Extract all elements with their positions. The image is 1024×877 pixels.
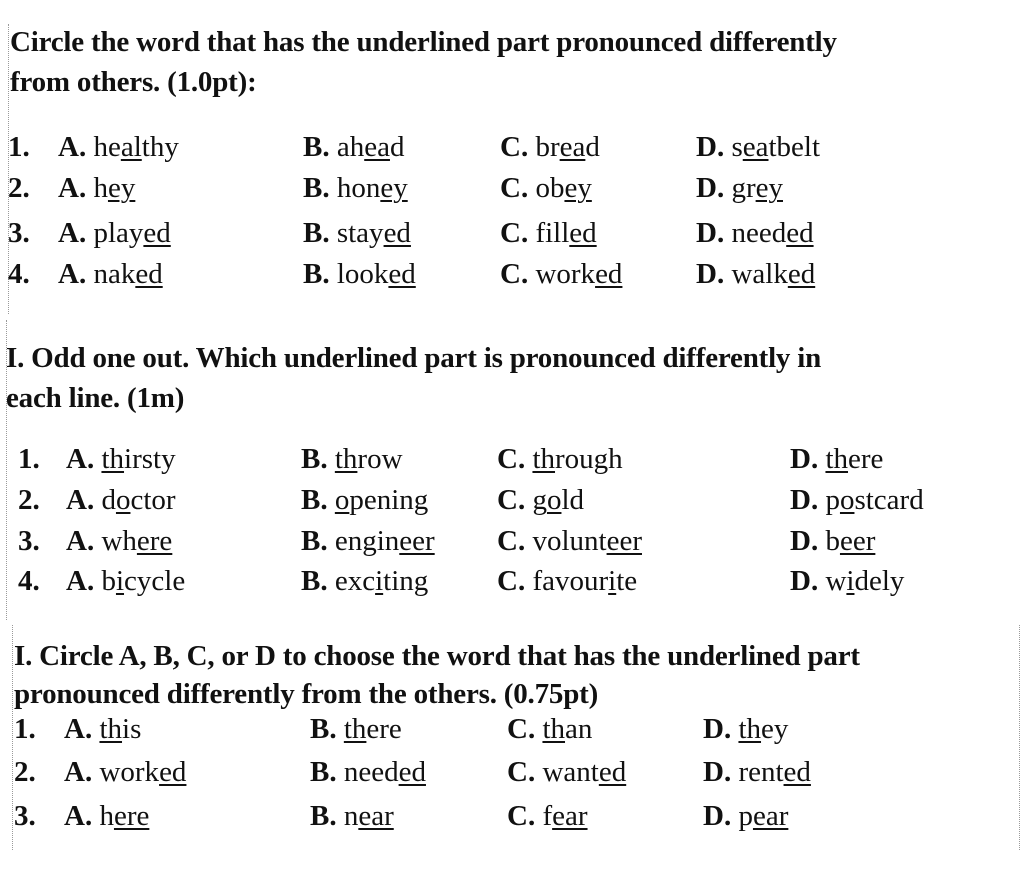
option-word (535, 172, 591, 204)
underlined-part: ea (364, 131, 390, 163)
answer-option (58, 217, 171, 250)
option-letter: B. (310, 756, 337, 788)
underlined-part: i (608, 565, 617, 597)
heading-line: each line. (1m) (6, 382, 185, 414)
word-part: favour (532, 565, 609, 597)
word-part: hon (336, 172, 381, 204)
word-part: stcard (854, 484, 924, 516)
word-part: wh (101, 525, 137, 557)
option-letter: D. (696, 258, 725, 290)
word-part: ah (336, 131, 365, 163)
option-letter: A. (66, 484, 95, 516)
option-word (101, 525, 172, 557)
option-word (335, 443, 403, 475)
answer-option (310, 756, 426, 789)
option-word (101, 565, 185, 597)
option-word (532, 565, 637, 597)
option-word (825, 565, 904, 597)
option-word (535, 217, 596, 249)
option-word (337, 131, 405, 163)
word-part: row (357, 443, 403, 475)
option-letter: D. (703, 800, 732, 832)
underlined-part: eer (839, 525, 876, 557)
option-letter: B. (301, 565, 328, 597)
word-part: p (738, 800, 753, 832)
underlined-part: ey (107, 172, 136, 204)
word-part: cycle (124, 565, 186, 597)
answer-option (58, 172, 135, 205)
answer-option (301, 443, 403, 476)
option-word (535, 258, 622, 290)
word-part: gr (731, 172, 756, 204)
underlined-part: o (334, 484, 350, 516)
word-part: look (336, 258, 389, 290)
question-number: 3. (18, 525, 40, 557)
option-letter: C. (500, 258, 529, 290)
underlined-part: ed (398, 756, 426, 788)
option-letter: B. (303, 217, 330, 249)
word-part: tbelt (768, 131, 821, 163)
option-word (535, 131, 599, 163)
option-letter: D. (696, 172, 725, 204)
underlined-part: ed (598, 756, 627, 788)
answer-option (696, 131, 820, 164)
option-letter: A. (58, 172, 87, 204)
option-letter: A. (66, 525, 95, 557)
option-letter: B. (303, 172, 330, 204)
option-word (93, 131, 178, 163)
answer-option (507, 713, 592, 746)
underlined-part: ey (564, 172, 592, 204)
option-word (738, 713, 788, 745)
answer-option (507, 800, 588, 833)
question-number: 1. (18, 443, 40, 475)
underlined-part: ed (388, 258, 416, 290)
option-word (731, 217, 813, 249)
heading-line: I. Circle A, B, C, or D to choose the word that has the underlined part (14, 640, 860, 672)
option-letter: C. (497, 484, 526, 516)
word-part: volunt (532, 525, 607, 557)
section-heading (6, 338, 821, 418)
underlined-part: th (542, 713, 566, 745)
underlined-part: ed (143, 217, 171, 249)
answer-option (500, 172, 592, 205)
answer-option (66, 565, 185, 598)
section-heading (10, 22, 837, 102)
answer-option (790, 565, 904, 598)
word-part: ey (761, 713, 789, 745)
question-row (0, 131, 1024, 172)
question-number: 2. (18, 484, 40, 516)
option-letter: C. (507, 756, 536, 788)
option-word (731, 131, 820, 163)
underlined-part: ey (380, 172, 408, 204)
option-word (738, 800, 788, 832)
underlined-part: th (334, 443, 358, 475)
heading-line: pronounced differently from the others. (0.75pt) (14, 678, 599, 710)
underlined-part: ed (787, 258, 816, 290)
question-row (0, 172, 1024, 213)
underlined-part: ere (136, 525, 173, 557)
option-word (337, 172, 408, 204)
answer-option (703, 756, 811, 789)
underlined-part: th (738, 713, 762, 745)
option-letter: A. (58, 217, 87, 249)
option-word (738, 756, 810, 788)
word-part: p (825, 484, 840, 516)
question-row (0, 484, 1024, 525)
option-letter: C. (500, 172, 529, 204)
word-part: an (565, 713, 593, 745)
answer-option (301, 484, 428, 517)
answer-option (58, 258, 163, 291)
question-number: 2. (8, 172, 30, 204)
option-word (101, 484, 175, 516)
question-number: 1. (14, 713, 36, 745)
question-row (0, 258, 1024, 299)
option-letter: B. (303, 131, 330, 163)
word-part: g (532, 484, 547, 516)
option-word (825, 443, 883, 475)
underlined-part: o (115, 484, 131, 516)
underlined-part: ey (755, 172, 783, 204)
question-row (0, 217, 1024, 258)
question-row (0, 756, 1024, 797)
heading-line: Circle the word that has the underlined part pronounced differently (10, 26, 837, 58)
option-letter: B. (301, 484, 328, 516)
word-part: d (585, 131, 600, 163)
option-word (825, 484, 923, 516)
underlined-part: th (825, 443, 849, 475)
word-part: nak (93, 258, 136, 290)
question-number: 4. (8, 258, 30, 290)
answer-option (58, 131, 179, 164)
word-part: dely (854, 565, 905, 597)
question-number: 4. (18, 565, 40, 597)
answer-option (696, 258, 815, 291)
word-part: b (101, 565, 116, 597)
word-part: work (535, 258, 596, 290)
word-part: need (343, 756, 399, 788)
answer-option (790, 443, 883, 476)
underlined-part: ea (559, 131, 586, 163)
word-part: ob (535, 172, 565, 204)
option-letter: B. (310, 713, 337, 745)
word-part: ctor (130, 484, 176, 516)
option-word (542, 713, 592, 745)
underlined-part: ed (786, 217, 814, 249)
option-word (542, 800, 587, 832)
answer-option (790, 484, 924, 517)
option-letter: D. (790, 443, 819, 475)
option-letter: D. (703, 756, 732, 788)
underlined-part: eer (399, 525, 435, 557)
answer-option (696, 172, 783, 205)
underlined-part: i (115, 565, 125, 597)
answer-option (66, 484, 176, 517)
option-word (99, 800, 149, 832)
answer-option (500, 258, 622, 291)
option-letter: C. (500, 131, 529, 163)
answer-option (703, 800, 788, 833)
word-part: is (122, 713, 142, 745)
underlined-part: th (343, 713, 367, 745)
answer-option (500, 131, 600, 164)
word-part: irsty (124, 443, 176, 475)
option-letter: B. (310, 800, 337, 832)
option-word (731, 172, 783, 204)
word-part: ld (561, 484, 585, 516)
option-word (335, 525, 435, 557)
answer-option (303, 258, 416, 291)
answer-option (301, 525, 435, 558)
word-part: pening (349, 484, 429, 516)
underlined-part: ere (113, 800, 150, 832)
word-part: d (389, 131, 405, 163)
word-part: s (731, 131, 743, 163)
option-letter: B. (303, 258, 330, 290)
option-word (99, 756, 186, 788)
word-part: w (825, 565, 847, 597)
word-part: h (99, 800, 114, 832)
answer-option (303, 131, 404, 164)
option-letter: D. (703, 713, 732, 745)
word-part: need (731, 217, 787, 249)
option-letter: B. (301, 443, 328, 475)
answer-option (497, 525, 642, 558)
option-word (344, 756, 426, 788)
underlined-part: ed (383, 217, 411, 249)
option-letter: A. (66, 443, 95, 475)
word-part: work (99, 756, 160, 788)
answer-option (500, 217, 597, 250)
answer-option (507, 756, 626, 789)
word-part: fill (535, 217, 570, 249)
option-letter: C. (497, 443, 526, 475)
heading-line: from others. (1.0pt): (10, 66, 257, 98)
word-part: rent (738, 756, 784, 788)
option-word (93, 172, 135, 204)
option-letter: D. (790, 484, 819, 516)
answer-option (497, 484, 584, 517)
option-letter: A. (58, 258, 87, 290)
underlined-part: ea (742, 131, 769, 163)
underlined-part: ed (569, 217, 597, 249)
option-letter: A. (64, 713, 93, 745)
option-letter: D. (696, 217, 725, 249)
option-word (337, 217, 411, 249)
word-part: rough (555, 443, 623, 475)
option-word (99, 713, 141, 745)
option-letter: A. (64, 800, 93, 832)
question-row (0, 713, 1024, 754)
answer-option (64, 756, 186, 789)
word-part: stay (336, 217, 384, 249)
option-word (532, 443, 622, 475)
question-number: 3. (14, 800, 36, 832)
word-part: he (93, 131, 121, 163)
option-letter: C. (497, 525, 526, 557)
word-part: thy (141, 131, 179, 163)
word-part: n (343, 800, 359, 832)
underlined-part: ear (752, 800, 789, 832)
word-part: ere (366, 713, 402, 745)
underlined-part: ed (595, 258, 623, 290)
question-row (0, 565, 1024, 606)
option-word (825, 525, 875, 557)
answer-option (301, 565, 428, 598)
underlined-part: o (546, 484, 562, 516)
heading-line: I. Odd one out. Which underlined part is pronounced differently in (6, 342, 822, 374)
answer-option (303, 172, 408, 205)
option-letter: A. (58, 131, 87, 163)
underlined-part: ed (135, 258, 163, 290)
word-part: ere (848, 443, 884, 475)
question-number: 3. (8, 217, 30, 249)
underlined-part: al (120, 131, 142, 163)
underlined-part: ear (358, 800, 394, 832)
option-letter: C. (500, 217, 529, 249)
word-part: f (542, 800, 553, 832)
option-letter: C. (507, 800, 536, 832)
underlined-part: th (532, 443, 556, 475)
option-letter: A. (64, 756, 93, 788)
answer-option (303, 217, 411, 250)
underlined-part: eer (606, 525, 642, 557)
option-word (101, 443, 175, 475)
option-word (731, 258, 815, 290)
option-letter: D. (790, 525, 819, 557)
answer-option (790, 525, 875, 558)
option-word (93, 258, 162, 290)
option-letter: B. (301, 525, 328, 557)
word-part: ting (383, 565, 429, 597)
option-word (532, 484, 584, 516)
underlined-part: ed (159, 756, 187, 788)
underlined-part: ed (783, 756, 811, 788)
option-letter: A. (66, 565, 95, 597)
option-word (335, 565, 428, 597)
answer-option (497, 565, 637, 598)
answer-option (64, 800, 149, 833)
option-letter: C. (497, 565, 526, 597)
answer-option (703, 713, 788, 746)
option-word (344, 713, 402, 745)
word-part: h (93, 172, 108, 204)
word-part: engin (334, 525, 400, 557)
option-word (335, 484, 428, 516)
section-heading (14, 637, 860, 713)
option-word (532, 525, 642, 557)
word-part: d (101, 484, 116, 516)
option-letter: D. (790, 565, 819, 597)
question-row (0, 443, 1024, 484)
question-number: 1. (8, 131, 30, 163)
answer-option (66, 443, 176, 476)
underlined-part: ear (552, 800, 588, 832)
underlined-part: o (839, 484, 855, 516)
word-part: b (825, 525, 840, 557)
question-number: 2. (14, 756, 36, 788)
question-row (0, 800, 1024, 841)
option-word (93, 217, 170, 249)
option-word (344, 800, 394, 832)
underlined-part: i (375, 565, 384, 597)
word-part: play (93, 217, 144, 249)
word-part: want (542, 756, 599, 788)
question-row (0, 525, 1024, 566)
word-part: walk (731, 258, 788, 290)
word-part: exc (334, 565, 376, 597)
answer-option (497, 443, 623, 476)
answer-option (310, 800, 394, 833)
option-word (542, 756, 626, 788)
option-letter: C. (507, 713, 536, 745)
underlined-part: i (846, 565, 855, 597)
option-word (337, 258, 416, 290)
word-part: te (616, 565, 638, 597)
word-part: br (535, 131, 560, 163)
answer-option (66, 525, 172, 558)
answer-option (310, 713, 402, 746)
underlined-part: th (101, 443, 125, 475)
answer-option (696, 217, 814, 250)
underlined-part: th (99, 713, 123, 745)
option-letter: D. (696, 131, 725, 163)
answer-option (64, 713, 141, 746)
